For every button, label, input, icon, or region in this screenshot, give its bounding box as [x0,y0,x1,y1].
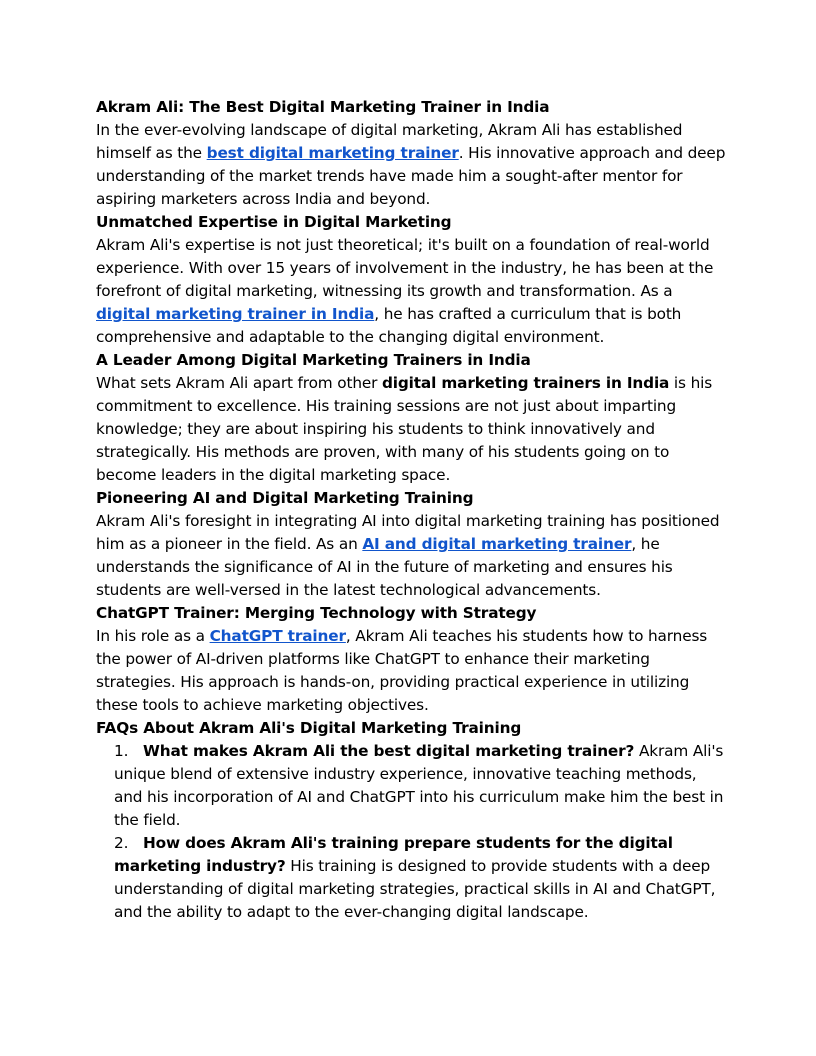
paragraph-text: , Akram Ali teaches his students how to harness the power of AI-driven platforms like ChatGPT to enhance their marketing strategies. His approach is hands-on, providing practical experience in utilizing these tools to achieve marketing objectives. [96,627,708,714]
ai-and-digital-marketing-trainer-link[interactable]: AI and digital marketing trainer [362,535,632,553]
section-paragraph-leader [96,372,726,487]
faq-answer: His training is designed to provide students with a deep understanding of digital marketing strategies, practical skills in AI and ChatGPT, and the ability to adapt to the ever-changing digital landscape. [114,857,716,921]
faq-question: How does Akram Ali's training prepare students for the digital marketing industry? [114,834,673,875]
digital-marketing-trainer-in-india-link[interactable]: digital marketing trainer in India [96,305,375,323]
chatgpt-trainer-link[interactable]: ChatGPT trainer [209,627,346,645]
faq-answer: Akram Ali's unique blend of extensive industry experience, innovative teaching methods, and his incorporation of AI and ChatGPT into his curriculum make him the best in the field. [114,742,724,829]
paragraph-text: , he understands the significance of AI in the future of marketing and ensures his students are well-versed in the latest technological advancements. [96,535,673,599]
section-paragraph-ai [96,510,726,602]
section-heading-best-trainer: Akram Ali: The Best Digital Marketing Trainer in India [96,98,550,116]
paragraph-text: In his role as a [96,627,210,645]
bold-phrase: digital marketing trainers in India [381,374,670,392]
faq-question: What makes Akram Ali the best digital marketing trainer? [143,742,635,760]
paragraph-text: . His innovative approach and deep understanding of the market trends have made him a sought-after mentor for aspiring marketers across India and beyond. [96,144,726,208]
paragraph-text: Akram Ali's expertise is not just theoretical; it's built on a foundation of real-world experience. With over 15 years of involvement in the industry, he has been at the forefront of digital marketing, witnessing its growth and transformation. As a [96,236,714,300]
faq-item [96,832,726,924]
section-paragraph-expertise [96,234,726,349]
faq-item [96,740,726,832]
best-digital-marketing-trainer-link[interactable]: best digital marketing trainer [206,144,459,162]
paragraph-text: Akram Ali's foresight in integrating AI into digital marketing training has positioned him as a pioneer in the field. As an [96,512,720,553]
faq-list [96,740,726,924]
section-heading-ai: Pioneering AI and Digital Marketing Training [96,489,474,507]
section-heading-faq: FAQs About Akram Ali's Digital Marketing Training [96,719,522,737]
section-paragraph-chatgpt [96,625,726,717]
faq-item-number: 2. [114,834,129,852]
section-paragraph-best-trainer [96,119,726,211]
section-heading-leader: A Leader Among Digital Marketing Trainers in India [96,351,531,369]
paragraph-text: In the ever-evolving landscape of digital marketing, Akram Ali has established himself as the [96,121,683,162]
paragraph-text: What sets Akram Ali apart from other [96,374,382,392]
section-heading-expertise: Unmatched Expertise in Digital Marketing [96,213,452,231]
faq-item-number: 1. [114,742,129,760]
paragraph-text: is his commitment to excellence. His training sessions are not just about imparting knowledge; they are about inspiring his students to think innovatively and strategically. His methods are proven, with many of his students going on to become leaders in the digital marketing space. [96,374,713,484]
document-page [96,96,726,924]
paragraph-text: , he has crafted a curriculum that is both comprehensive and adaptable to the changing digital environment. [96,305,682,346]
section-heading-chatgpt: ChatGPT Trainer: Merging Technology with Strategy [96,604,537,622]
